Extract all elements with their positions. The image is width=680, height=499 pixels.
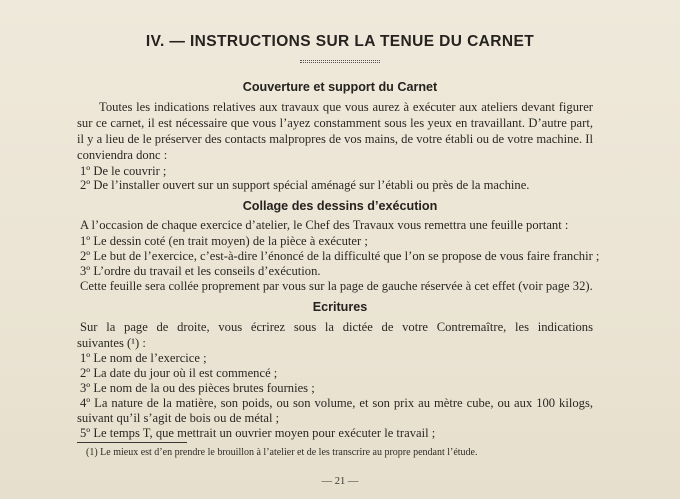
list-item: 2º La date du jour où il est commencé ; <box>80 366 278 380</box>
paragraph-line: il y a lieu de le préserver des contacts malpropres de vos mains, de votre établi ou de votre machine. Il <box>77 132 593 146</box>
list-item: 1º Le nom de l’exercice ; <box>80 351 207 365</box>
title-ornament-rule <box>300 60 380 63</box>
list-item: 4º La nature de la matière, son poids, ou son volume, et son prix au mètre cube, ou aux 100 kilogs, <box>80 396 593 410</box>
paragraph-line: suivant qu’il s’agit de bois ou de métal ; <box>77 411 280 425</box>
list-item: 3º Le nom de la ou des pièces brutes fournies ; <box>80 381 315 395</box>
page-number: — 21 — <box>321 476 359 487</box>
paragraph-line: conviendra donc : <box>77 148 168 162</box>
list-item: 5º Le temps T, que mettrait un ouvrier moyen pour exécuter le travail ; <box>80 426 436 440</box>
list-item: 3º L’ordre du travail et les conseils d’exécution. <box>80 264 321 278</box>
footnote-divider <box>77 442 187 443</box>
list-item: 1º Le dessin coté (en trait moyen) de la pièce à exécuter ; <box>80 234 368 248</box>
list-item: 2º De l’installer ouvert sur un support spécial aménagé sur l’établi ou près de la machine. <box>80 178 530 192</box>
section-heading-ecritures: Ecritures <box>312 300 368 314</box>
page-title: IV. — INSTRUCTIONS SUR LA TENUE DU CARNET <box>145 33 535 50</box>
paragraph-line: sur ce carnet, il est nécessaire que vous l’ayez constamment sous les yeux en travaillant. D’autre part, <box>77 116 593 130</box>
list-item: 1º De le couvrir ; <box>80 164 167 178</box>
paragraph-line: Cette feuille sera collée proprement par vous sur la page de gauche réservée à cet effet (voir page 32). <box>80 279 593 293</box>
section-heading-collage: Collage des dessins d’exécution <box>242 199 438 213</box>
paragraph-line: suivantes (¹) : <box>77 336 146 350</box>
section-heading-couverture: Couverture et support du Carnet <box>242 80 438 94</box>
list-item: 2º Le but de l’exercice, c’est-à-dire l’énoncé de la difficulté que l’on se propose de vous faire franchir ; <box>80 249 600 263</box>
paragraph-line: A l’occasion de chaque exercice d’atelier, le Chef des Travaux vous remettra une feuille portant : <box>80 218 569 232</box>
paragraph-line: Toutes les indications relatives aux travaux que vous aurez à exécuter aux ateliers devant figurer <box>99 100 593 114</box>
paragraph-line: Sur la page de droite, vous écrirez sous la dictée de votre Contremaître, les indications <box>80 320 593 334</box>
footnote: (1) Le mieux est d’en prendre le brouillon à l’atelier et de les transcrire au propre pendant l’étude. <box>86 447 478 458</box>
